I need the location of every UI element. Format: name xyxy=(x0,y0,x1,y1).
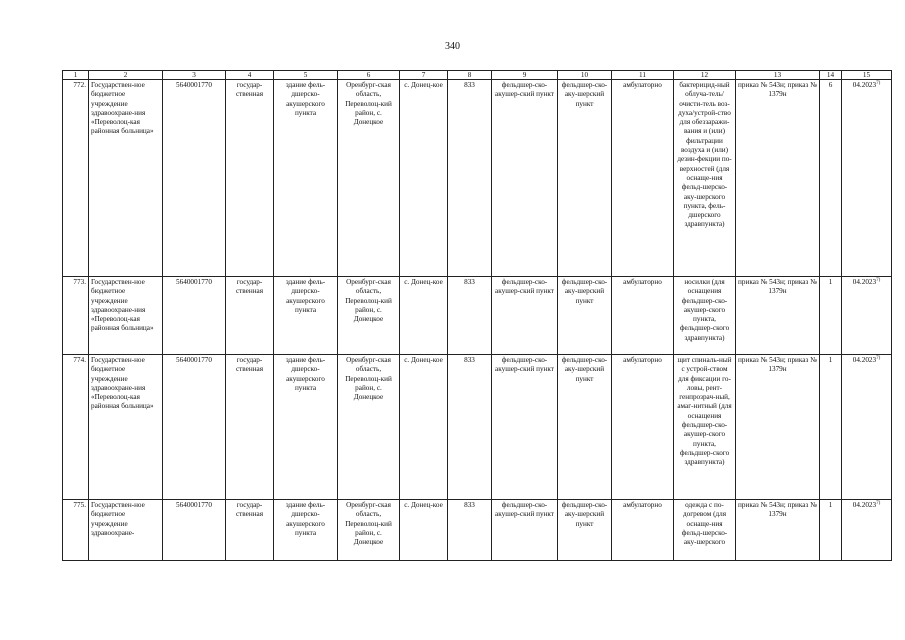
institution-cell: Государствен-ное бюджетное учреждение здравоохране- xyxy=(89,500,163,561)
column-header: 14 xyxy=(820,71,842,80)
table-row xyxy=(63,277,892,355)
table-row xyxy=(63,80,892,277)
column-header: 5 xyxy=(274,71,338,80)
inn-cell: 5640001770 xyxy=(163,355,226,500)
column-header: 12 xyxy=(674,71,736,80)
footnote-mark: 7) xyxy=(876,501,881,506)
locality-cell: с. Донец-кое xyxy=(400,277,448,355)
inn-cell: 5640001770 xyxy=(163,500,226,561)
code-cell: 833 xyxy=(448,80,492,277)
row-number: 775. xyxy=(63,500,89,561)
address-cell: Оренбург-ская область, Переволоц-кий район, с. Донецкое xyxy=(338,277,400,355)
column-header: 4 xyxy=(226,71,274,80)
column-header: 9 xyxy=(492,71,558,80)
building-cell: здание фель-дшерско-акушерского пункта xyxy=(274,500,338,561)
column-header: 15 xyxy=(842,71,892,80)
footnote-mark: 7) xyxy=(876,278,881,283)
institution-cell: Государствен-ное бюджетное учреждение здравоохране-ния «Переволоц-кая районная больница» xyxy=(89,355,163,500)
building-cell: здание фель-дшерско-акушерского пункта xyxy=(274,277,338,355)
row-number: 772. xyxy=(63,80,89,277)
subunit-cell: фельдшер-ско-аку-шерский пункт xyxy=(558,80,612,277)
column-number-row xyxy=(63,71,892,80)
quantity-cell: 1 xyxy=(820,277,842,355)
locality-cell: с. Донец-кое xyxy=(400,500,448,561)
care-cell: амбулаторно xyxy=(612,355,674,500)
column-header: 6 xyxy=(338,71,400,80)
column-header: 7 xyxy=(400,71,448,80)
column-header: 3 xyxy=(163,71,226,80)
table-row xyxy=(63,500,892,561)
building-cell: здание фель-дшерско-акушерского пункта xyxy=(274,355,338,500)
column-header: 8 xyxy=(448,71,492,80)
quantity-cell: 1 xyxy=(820,355,842,500)
column-header: 1 xyxy=(63,71,89,80)
inn-cell: 5640001770 xyxy=(163,277,226,355)
subunit-cell: фельдшер-ско-аку-шерский пункт xyxy=(558,355,612,500)
subunit-cell: фельдшер-ско-аку-шерский пункт xyxy=(558,500,612,561)
row-number: 773. xyxy=(63,277,89,355)
address-cell: Оренбург-ская область, Переволоц-кий район, с. Донецкое xyxy=(338,80,400,277)
code-cell: 833 xyxy=(448,355,492,500)
order-cell: приказ № 543н; приказ № 1379н xyxy=(736,80,820,277)
ownership-cell: государ-ственная xyxy=(226,80,274,277)
quantity-cell: 1 xyxy=(820,500,842,561)
unit-cell: фельдшер-ско-акушер-ский пункт xyxy=(492,500,558,561)
date-cell xyxy=(842,355,892,500)
date-value: 04.2023 xyxy=(852,501,877,509)
inn-cell: 5640001770 xyxy=(163,80,226,277)
locality-cell: с. Донец-кое xyxy=(400,355,448,500)
row-number: 774. xyxy=(63,355,89,500)
table-row xyxy=(63,355,892,500)
equipment-cell: носилки (для оснащения фельдшер-ско-акушер-ского пункта, фельдшер-ского здравпункта) xyxy=(674,277,736,355)
order-cell: приказ № 543н; приказ № 1379н xyxy=(736,355,820,500)
code-cell: 833 xyxy=(448,500,492,561)
ownership-cell: государ-ственная xyxy=(226,277,274,355)
equipment-register-table xyxy=(62,70,892,561)
care-cell: амбулаторно xyxy=(612,500,674,561)
address-cell: Оренбург-ская область, Переволоц-кий район, с. Донецкое xyxy=(338,500,400,561)
code-cell: 833 xyxy=(448,277,492,355)
date-value: 04.2023 xyxy=(852,356,877,364)
column-header: 2 xyxy=(89,71,163,80)
subunit-cell: фельдшер-ско-аку-шерский пункт xyxy=(558,277,612,355)
date-cell xyxy=(842,277,892,355)
equipment-cell: бактерицид-ный облуча-тель/очисти-тель воз-духа/устрой-ство для обеззаражи-вания и (или) фильтрации воздуха и (или) дезин-фекции по-верхностей (для оснаще-ния фельд-шерско-аку-шерского пункта, фель-дшерского здравпункта) xyxy=(674,80,736,277)
date-value: 04.2023 xyxy=(852,278,877,286)
order-cell: приказ № 543н; приказ № 1379н xyxy=(736,500,820,561)
institution-cell: Государствен-ное бюджетное учреждение здравоохране-ния «Переволоц-кая районная больница» xyxy=(89,277,163,355)
equipment-cell: щит спиналь-ный с устрой-ством для фиксации го-ловы, рент-генпрозрач-ный, амаг-нитный (для оснащения фельдшер-ско-акушер-ского пункта, фельдшер-ского здравпункта) xyxy=(674,355,736,500)
locality-cell: с. Донец-кое xyxy=(400,80,448,277)
unit-cell: фельдшер-ско-акушер-ский пункт xyxy=(492,277,558,355)
order-cell: приказ № 543н; приказ № 1379н xyxy=(736,277,820,355)
footnote-mark: 7) xyxy=(876,81,881,86)
column-header: 10 xyxy=(558,71,612,80)
care-cell: амбулаторно xyxy=(612,80,674,277)
care-cell: амбулаторно xyxy=(612,277,674,355)
unit-cell: фельдшер-ско-акушер-ский пункт xyxy=(492,80,558,277)
institution-cell: Государствен-ное бюджетное учреждение здравоохране-ния «Переволоц-кая районная больница» xyxy=(89,80,163,277)
ownership-cell: государ-ственная xyxy=(226,500,274,561)
column-header: 11 xyxy=(612,71,674,80)
date-cell xyxy=(842,80,892,277)
date-cell xyxy=(842,500,892,561)
footnote-mark: 7) xyxy=(876,356,881,361)
ownership-cell: государ-ственная xyxy=(226,355,274,500)
equipment-cell: одежда с по-догревом (для оснаще-ния фельд-шерско-аку-шерского xyxy=(674,500,736,561)
building-cell: здание фель-дшерско-акушерского пункта xyxy=(274,80,338,277)
column-header: 13 xyxy=(736,71,820,80)
address-cell: Оренбург-ская область, Переволоц-кий район, с. Донецкое xyxy=(338,355,400,500)
date-value: 04.2023 xyxy=(852,81,877,89)
page-number: 340 xyxy=(445,41,460,52)
quantity-cell: 6 xyxy=(820,80,842,277)
unit-cell: фельдшер-ско-акушер-ский пункт xyxy=(492,355,558,500)
